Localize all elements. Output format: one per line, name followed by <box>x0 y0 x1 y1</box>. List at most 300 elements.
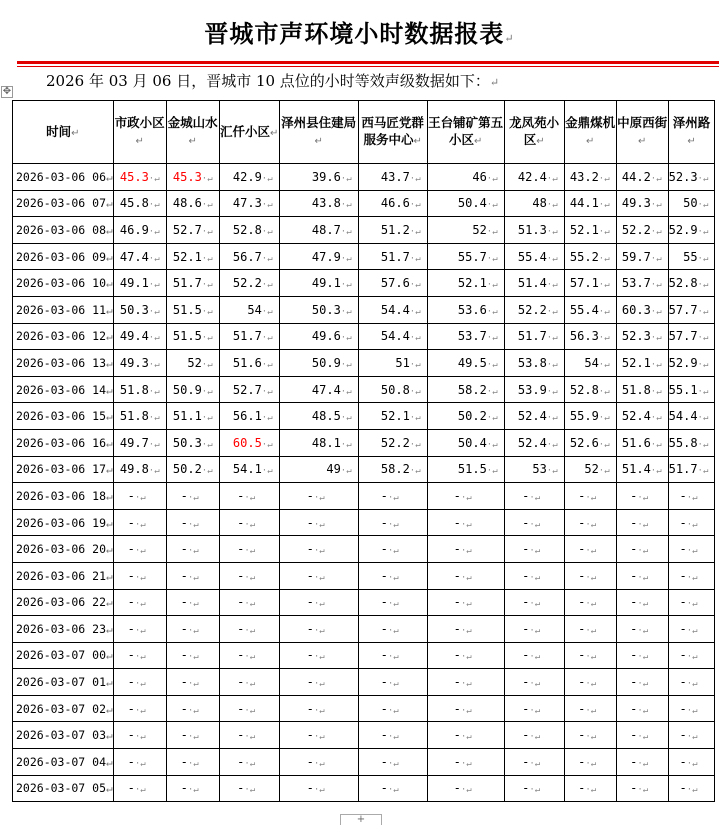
value-cell <box>358 296 427 323</box>
value-cell <box>668 217 715 244</box>
value-cell <box>358 429 427 456</box>
value-text: - ·↵ <box>181 648 199 662</box>
time-cell <box>13 296 114 323</box>
value-text: - ·↵ <box>578 542 596 556</box>
value-text: 58.2 ·↵ <box>381 462 421 476</box>
table-resize-handle[interactable]: + <box>340 814 382 825</box>
table-row <box>13 562 715 589</box>
value-text: - ·↵ <box>237 622 255 636</box>
value-cell <box>358 695 427 722</box>
value-text: - ·↵ <box>630 702 648 716</box>
value-text: - ·↵ <box>578 622 596 636</box>
value-cell <box>279 217 358 244</box>
value-text: 42.4 ·↵ <box>518 170 558 184</box>
time-cell <box>13 403 114 430</box>
value-cell <box>616 456 668 483</box>
value-text: 52.3 ·↵ <box>622 329 662 343</box>
value-cell <box>564 456 616 483</box>
value-text: - ·↵ <box>307 569 325 583</box>
value-cell <box>564 350 616 377</box>
column-header-label: 金城山水 ↵ <box>168 115 218 147</box>
column-header-label: 西马匠党群服务中心 ↵ <box>361 115 424 147</box>
value-text: - ·↵ <box>381 781 399 795</box>
value-cell <box>668 722 715 749</box>
value-cell <box>279 669 358 696</box>
value-cell <box>113 695 166 722</box>
time-text: 2026-03-06 12 <box>16 329 107 344</box>
value-text: 47.4 ·↵ <box>120 250 160 264</box>
value-cell <box>219 669 279 696</box>
value-text: - ·↵ <box>237 702 255 716</box>
value-cell <box>616 775 668 802</box>
value-cell <box>668 616 715 643</box>
value-cell <box>113 775 166 802</box>
value-cell <box>166 190 219 217</box>
table-row <box>13 164 715 191</box>
column-header-label: 泽州路 ↵ <box>673 115 711 147</box>
value-cell <box>166 509 219 536</box>
value-text: - ·↵ <box>237 542 255 556</box>
value-text: - ·↵ <box>128 516 146 530</box>
value-cell <box>279 695 358 722</box>
value-cell <box>166 429 219 456</box>
column-header-label: 市政小区 ↵ <box>115 115 165 147</box>
value-cell <box>427 456 504 483</box>
value-cell <box>668 350 715 377</box>
value-text: 50.8 ·↵ <box>381 383 421 397</box>
title-divider-thick <box>17 61 719 64</box>
value-text: 52.3 ·↵ <box>669 170 709 184</box>
title-divider-thin <box>17 66 719 67</box>
value-cell <box>166 642 219 669</box>
time-text: 2026-03-06 10 <box>16 276 107 291</box>
value-text: - ·↵ <box>381 569 399 583</box>
value-text: - ·↵ <box>522 622 540 636</box>
value-text: - ·↵ <box>454 702 472 716</box>
value-cell <box>564 270 616 297</box>
value-text: 51.6 ·↵ <box>233 356 273 370</box>
value-text: 54.1 ·↵ <box>233 462 273 476</box>
value-text: - ·↵ <box>679 728 697 742</box>
value-cell <box>427 669 504 696</box>
value-cell <box>564 669 616 696</box>
value-text: - ·↵ <box>454 755 472 769</box>
value-text: - ·↵ <box>128 595 146 609</box>
value-text: 45.8 ·↵ <box>120 196 160 210</box>
value-cell <box>113 217 166 244</box>
table-row <box>13 642 715 669</box>
value-cell <box>668 509 715 536</box>
value-cell <box>668 403 715 430</box>
value-text: 55.7 ·↵ <box>458 250 498 264</box>
value-cell <box>427 695 504 722</box>
value-cell <box>504 669 564 696</box>
value-text: 43.2 ·↵ <box>570 170 610 184</box>
value-text: - ·↵ <box>181 516 199 530</box>
value-cell <box>166 722 219 749</box>
value-text: 52.9 ·↵ <box>669 356 709 370</box>
value-cell <box>504 323 564 350</box>
value-text: - ·↵ <box>522 702 540 716</box>
value-text: 43.7 ·↵ <box>381 170 421 184</box>
value-text: 49.3 ·↵ <box>120 356 160 370</box>
value-cell <box>358 483 427 510</box>
time-cell <box>13 669 114 696</box>
value-cell <box>279 429 358 456</box>
value-cell <box>113 350 166 377</box>
column-header-site <box>616 101 668 164</box>
value-text: 50 ·↵ <box>683 196 708 210</box>
value-cell <box>668 562 715 589</box>
time-cell <box>13 483 114 510</box>
value-cell <box>219 270 279 297</box>
value-text: 42.9 ·↵ <box>233 170 273 184</box>
value-cell <box>427 350 504 377</box>
table-row <box>13 722 715 749</box>
value-cell <box>113 270 166 297</box>
value-cell <box>358 350 427 377</box>
value-cell <box>113 323 166 350</box>
value-cell <box>564 695 616 722</box>
value-text: - ·↵ <box>522 595 540 609</box>
value-cell <box>504 296 564 323</box>
time-text: 2026-03-06 21 <box>16 568 107 583</box>
time-cell <box>13 722 114 749</box>
value-cell <box>616 296 668 323</box>
value-cell <box>564 217 616 244</box>
value-text: 49.5 ·↵ <box>458 356 498 370</box>
time-text: 2026-03-07 00 <box>16 648 107 663</box>
value-text: - ·↵ <box>679 781 697 795</box>
value-text: - ·↵ <box>679 622 697 636</box>
value-cell <box>219 243 279 270</box>
value-cell <box>504 164 564 191</box>
value-cell <box>358 642 427 669</box>
table-row <box>13 376 715 403</box>
time-cell <box>13 376 114 403</box>
value-cell <box>358 562 427 589</box>
time-text: 2026-03-07 05 <box>16 781 107 796</box>
value-cell <box>616 270 668 297</box>
value-text: - ·↵ <box>181 542 199 556</box>
value-text: 49.7 ·↵ <box>120 436 160 450</box>
value-text: - ·↵ <box>578 595 596 609</box>
value-cell <box>358 722 427 749</box>
time-text: 2026-03-06 19 <box>16 515 107 530</box>
column-header-time <box>13 101 114 164</box>
table-row <box>13 775 715 802</box>
table-move-handle-icon[interactable]: ✥ <box>2 86 12 97</box>
value-text: 54 ·↵ <box>247 303 272 317</box>
column-header-site <box>427 101 504 164</box>
value-cell <box>358 243 427 270</box>
value-cell <box>668 429 715 456</box>
value-cell <box>113 536 166 563</box>
value-cell <box>504 456 564 483</box>
value-text: - ·↵ <box>307 622 325 636</box>
value-cell <box>564 296 616 323</box>
value-text: 48.1 ·↵ <box>312 436 352 450</box>
value-cell <box>113 429 166 456</box>
value-cell <box>668 376 715 403</box>
value-cell <box>358 164 427 191</box>
value-cell <box>564 243 616 270</box>
value-cell <box>504 642 564 669</box>
value-text: - ·↵ <box>679 702 697 716</box>
time-text: 2026-03-06 11 <box>16 302 107 317</box>
value-cell <box>616 589 668 616</box>
value-cell <box>279 376 358 403</box>
value-text: 47.4 ·↵ <box>312 383 352 397</box>
value-text: 52.1 ·↵ <box>173 250 213 264</box>
time-text: 2026-03-06 16 <box>16 435 107 450</box>
value-text: - ·↵ <box>307 781 325 795</box>
value-text: - ·↵ <box>578 516 596 530</box>
value-cell <box>279 749 358 776</box>
value-text: 52.4 ·↵ <box>518 409 558 423</box>
value-cell <box>427 243 504 270</box>
value-text: - ·↵ <box>237 569 255 583</box>
value-text: - ·↵ <box>307 542 325 556</box>
column-header-label: 汇仟小区 ↵ <box>220 124 278 139</box>
time-cell <box>13 695 114 722</box>
column-header-site <box>166 101 219 164</box>
value-text: 52.9 ·↵ <box>669 223 709 237</box>
table-row <box>13 217 715 244</box>
value-cell <box>113 616 166 643</box>
time-cell <box>13 350 114 377</box>
table-row <box>13 350 715 377</box>
value-cell <box>219 376 279 403</box>
value-text: 57.6 ·↵ <box>381 276 421 290</box>
value-cell <box>166 403 219 430</box>
value-cell <box>564 536 616 563</box>
value-cell <box>219 456 279 483</box>
table-row <box>13 403 715 430</box>
value-text: - ·↵ <box>237 595 255 609</box>
value-cell <box>564 403 616 430</box>
value-text: 43.8 ·↵ <box>312 196 352 210</box>
report-title: 晋城市声环境小时数据报表 ↵ <box>0 14 719 49</box>
value-cell <box>113 749 166 776</box>
time-text: 2026-03-06 06 <box>16 169 107 184</box>
value-text: 51.3 ·↵ <box>518 223 558 237</box>
value-text: 55 ·↵ <box>683 250 708 264</box>
value-text: - ·↵ <box>630 489 648 503</box>
column-header-site <box>358 101 427 164</box>
value-cell <box>564 749 616 776</box>
time-cell <box>13 509 114 536</box>
value-cell <box>279 270 358 297</box>
value-cell <box>219 296 279 323</box>
value-text: - ·↵ <box>128 489 146 503</box>
value-text: 51.7 ·↵ <box>173 276 213 290</box>
value-cell <box>279 616 358 643</box>
value-text: 51.4 ·↵ <box>518 276 558 290</box>
value-text: - ·↵ <box>522 781 540 795</box>
time-text: 2026-03-06 18 <box>16 488 107 503</box>
table-row <box>13 429 715 456</box>
value-cell <box>166 296 219 323</box>
value-cell <box>279 483 358 510</box>
value-text: - ·↵ <box>381 755 399 769</box>
value-cell <box>166 669 219 696</box>
time-cell <box>13 589 114 616</box>
value-cell <box>113 509 166 536</box>
value-text: - ·↵ <box>307 675 325 689</box>
value-cell <box>279 562 358 589</box>
value-cell <box>219 164 279 191</box>
value-text: - ·↵ <box>454 728 472 742</box>
value-text: 57.7 ·↵ <box>669 303 709 317</box>
value-text: - ·↵ <box>454 542 472 556</box>
time-cell <box>13 562 114 589</box>
column-header-site <box>564 101 616 164</box>
value-text: - ·↵ <box>381 702 399 716</box>
table-row <box>13 669 715 696</box>
value-cell <box>668 775 715 802</box>
table-row <box>13 695 715 722</box>
value-cell <box>504 243 564 270</box>
value-cell <box>279 403 358 430</box>
value-cell <box>668 456 715 483</box>
value-text: - ·↵ <box>522 542 540 556</box>
value-text: 51 ·↵ <box>395 356 420 370</box>
value-text: 48.7 ·↵ <box>312 223 352 237</box>
table-body <box>13 164 715 802</box>
value-text: 51.5 ·↵ <box>173 303 213 317</box>
value-cell <box>113 164 166 191</box>
value-cell <box>564 616 616 643</box>
value-text: 56.3 ·↵ <box>570 329 610 343</box>
value-cell <box>427 323 504 350</box>
value-text: - ·↵ <box>630 675 648 689</box>
value-text: - ·↵ <box>454 595 472 609</box>
value-text: 55.2 ·↵ <box>570 250 610 264</box>
value-text: 52.4 ·↵ <box>622 409 662 423</box>
column-header-label: 泽州县住建局 ↵ <box>281 115 356 147</box>
value-cell <box>219 749 279 776</box>
value-cell <box>358 270 427 297</box>
value-text: - ·↵ <box>381 489 399 503</box>
value-cell <box>504 536 564 563</box>
value-text: - ·↵ <box>181 755 199 769</box>
value-text: 59.7 ·↵ <box>622 250 662 264</box>
value-text: 51.7 ·↵ <box>669 462 709 476</box>
value-cell <box>504 775 564 802</box>
value-cell <box>113 562 166 589</box>
value-cell <box>279 323 358 350</box>
value-text: 52.1 ·↵ <box>381 409 421 423</box>
value-cell <box>427 749 504 776</box>
value-cell <box>358 456 427 483</box>
value-text: 55.4 ·↵ <box>570 303 610 317</box>
time-cell <box>13 775 114 802</box>
value-text: 51.8 ·↵ <box>622 383 662 397</box>
value-text: 53.8 ·↵ <box>518 356 558 370</box>
value-cell <box>504 217 564 244</box>
value-cell <box>427 190 504 217</box>
value-text: 50.3 ·↵ <box>312 303 352 317</box>
value-cell <box>427 483 504 510</box>
value-text: - ·↵ <box>128 542 146 556</box>
value-cell <box>219 722 279 749</box>
value-cell <box>616 695 668 722</box>
value-text: - ·↵ <box>381 675 399 689</box>
value-text: 50.9 ·↵ <box>312 356 352 370</box>
value-text: - ·↵ <box>181 728 199 742</box>
value-text: - ·↵ <box>630 755 648 769</box>
table-row <box>13 296 715 323</box>
value-text: - ·↵ <box>181 595 199 609</box>
value-text: - ·↵ <box>181 569 199 583</box>
table-row <box>13 456 715 483</box>
column-header-label: 中原西街 ↵ <box>617 115 667 147</box>
value-cell <box>668 243 715 270</box>
value-text: 49.4 ·↵ <box>120 329 160 343</box>
time-text: 2026-03-06 13 <box>16 355 107 370</box>
value-cell <box>358 536 427 563</box>
value-text: 52.2 ·↵ <box>518 303 558 317</box>
value-cell <box>358 775 427 802</box>
value-cell <box>358 403 427 430</box>
table-row <box>13 616 715 643</box>
value-cell <box>279 456 358 483</box>
time-text: 2026-03-06 14 <box>16 382 107 397</box>
value-cell <box>113 403 166 430</box>
time-cell <box>13 270 114 297</box>
value-cell <box>616 243 668 270</box>
value-text: - ·↵ <box>454 781 472 795</box>
value-text: - ·↵ <box>181 489 199 503</box>
value-text: - ·↵ <box>181 675 199 689</box>
value-text: 55.4 ·↵ <box>518 250 558 264</box>
value-text: 49.8 ·↵ <box>120 462 160 476</box>
value-text: - ·↵ <box>307 648 325 662</box>
value-text: 47.9 ·↵ <box>312 250 352 264</box>
value-text: 54 ·↵ <box>584 356 609 370</box>
column-header-site <box>504 101 564 164</box>
value-text: - ·↵ <box>237 675 255 689</box>
table-row <box>13 536 715 563</box>
value-cell <box>564 589 616 616</box>
value-text: - ·↵ <box>381 595 399 609</box>
value-cell <box>668 190 715 217</box>
value-text: - ·↵ <box>454 489 472 503</box>
value-cell <box>279 722 358 749</box>
time-text: 2026-03-06 17 <box>16 462 107 477</box>
value-text: - ·↵ <box>128 675 146 689</box>
report-subtitle: 2026 年 03 月 06 日，晋城市 10 点位的小时等效声级数据如下： ↵ <box>46 70 499 91</box>
value-text: 49 ·↵ <box>326 462 351 476</box>
value-cell <box>166 243 219 270</box>
value-cell <box>166 589 219 616</box>
value-cell <box>668 536 715 563</box>
value-cell <box>279 243 358 270</box>
value-text: 44.2 ·↵ <box>622 170 662 184</box>
value-text: - ·↵ <box>578 648 596 662</box>
value-cell <box>564 509 616 536</box>
value-cell <box>616 536 668 563</box>
value-text: 52 ·↵ <box>584 462 609 476</box>
value-cell <box>616 403 668 430</box>
value-cell <box>279 589 358 616</box>
value-text: 45.3 ·↵ <box>173 170 213 184</box>
value-cell <box>504 190 564 217</box>
value-text: 39.6 ·↵ <box>312 170 352 184</box>
value-cell <box>427 429 504 456</box>
value-text: 53.7 ·↵ <box>622 276 662 290</box>
